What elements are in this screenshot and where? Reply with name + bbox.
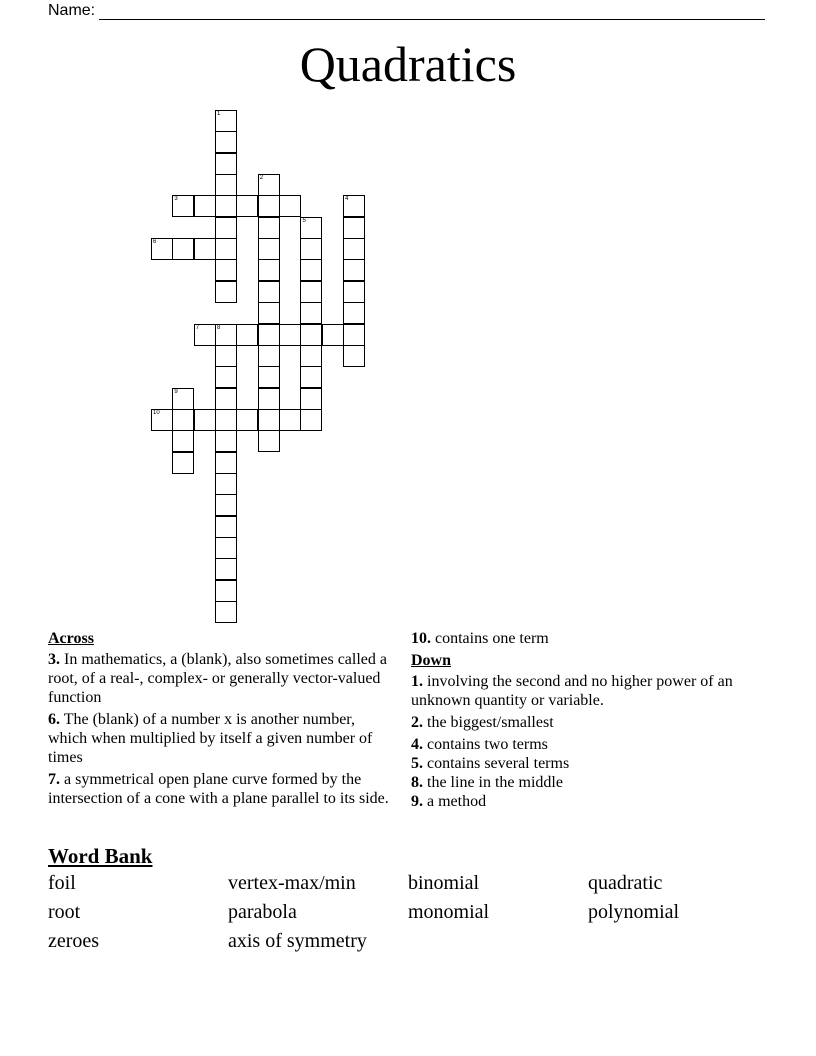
crossword-cell[interactable]: [322, 324, 344, 346]
crossword-cell[interactable]: [236, 409, 258, 431]
page-title: Quadratics: [299, 36, 517, 92]
word-bank-item: foil: [48, 872, 76, 894]
crossword-cell[interactable]: [258, 238, 280, 260]
name-label: Name:: [48, 2, 96, 19]
clues-left-column: [48, 629, 393, 811]
across-clue: 3. In mathematics, a (blank), also sometimes called a root, of a real-, complex- or generally vector-valued function: [48, 651, 387, 706]
crossword-cell[interactable]: [258, 366, 280, 388]
crossword-cell[interactable]: [215, 174, 237, 196]
crossword-cell[interactable]: [236, 324, 258, 346]
crossword-cell[interactable]: [215, 345, 237, 367]
clue-number: 9: [174, 388, 178, 395]
crossword-cell[interactable]: [172, 409, 194, 431]
down-clue: 8. the line in the middle: [411, 774, 563, 791]
crossword-cell[interactable]: [172, 430, 194, 452]
word-bank-item: root: [48, 901, 81, 923]
crossword-cell[interactable]: [300, 302, 322, 324]
clue-number: 2: [259, 175, 264, 182]
crossword-cell[interactable]: [300, 281, 322, 303]
clue-number: 5: [302, 217, 306, 224]
crossword-cell[interactable]: [300, 388, 322, 410]
down-clue: 9. a method: [411, 793, 487, 810]
crossword-cell[interactable]: [258, 217, 280, 239]
word-bank-item: parabola: [228, 901, 297, 923]
crossword-cell[interactable]: [215, 281, 237, 303]
across-clue: 6. The (blank) of a number x is another number, which when multiplied by itself a given number of times: [48, 711, 373, 766]
crossword-cell[interactable]: [343, 302, 365, 324]
crossword-cell[interactable]: [215, 516, 237, 538]
crossword-cell[interactable]: [215, 131, 237, 153]
crossword-cell[interactable]: [300, 238, 322, 260]
crossword-cell[interactable]: [215, 324, 237, 346]
crossword-cell[interactable]: [172, 238, 194, 260]
crossword-cell[interactable]: [172, 388, 194, 410]
word-bank-item: axis of symmetry: [228, 930, 367, 952]
crossword-cell[interactable]: [172, 195, 194, 217]
crossword-cell[interactable]: [215, 452, 237, 474]
crossword-cell[interactable]: [194, 195, 216, 217]
crossword-cell[interactable]: [300, 366, 322, 388]
crossword-cell[interactable]: [343, 217, 365, 239]
word-bank-item: polynomial: [588, 901, 680, 923]
crossword-cell[interactable]: [279, 195, 301, 217]
clue-number: 3: [174, 196, 178, 203]
crossword-cell[interactable]: [194, 409, 216, 431]
crossword-cell[interactable]: [343, 324, 365, 346]
crossword-cell[interactable]: [300, 345, 322, 367]
crossword-cell[interactable]: [236, 195, 258, 217]
word-bank-item: binomial: [408, 872, 480, 894]
word-bank-item: monomial: [408, 901, 490, 923]
crossword-cell[interactable]: [343, 259, 365, 281]
crossword-cell[interactable]: [215, 558, 237, 580]
crossword-cell[interactable]: [194, 238, 216, 260]
crossword-cell[interactable]: [215, 110, 237, 132]
down-clue: 5. contains several terms: [411, 755, 570, 772]
crossword-cell[interactable]: [151, 409, 173, 431]
crossword-cell[interactable]: [258, 281, 280, 303]
crossword-cell[interactable]: [300, 409, 322, 431]
clue-number: 7: [195, 324, 200, 331]
crossword-cell[interactable]: [258, 174, 280, 196]
crossword-cell[interactable]: [258, 259, 280, 281]
crossword-cell[interactable]: [215, 473, 237, 495]
crossword-cell[interactable]: [215, 537, 237, 559]
clue-number: 1: [217, 111, 221, 117]
crossword-cell[interactable]: [215, 388, 237, 410]
crossword-cell[interactable]: [215, 217, 237, 239]
crossword-cell[interactable]: [215, 195, 237, 217]
crossword-cell[interactable]: [215, 153, 237, 175]
across-clue: 7. a symmetrical open plane curve formed by the intersection of a cone with a plane parallel to its side.: [48, 771, 389, 807]
crossword-cell[interactable]: [215, 366, 237, 388]
clue-number: 6: [153, 239, 157, 246]
word-bank-item: vertex-max/min: [228, 872, 356, 894]
crossword-cell[interactable]: [343, 281, 365, 303]
crossword-cell[interactable]: [258, 324, 280, 346]
crossword-cell[interactable]: [343, 195, 365, 217]
crossword-cell[interactable]: [172, 452, 194, 474]
word-bank-item: zeroes: [48, 930, 100, 952]
crossword-cell[interactable]: [258, 195, 280, 217]
across-heading: Across: [48, 630, 94, 647]
crossword-cell[interactable]: [215, 430, 237, 452]
word-bank: [48, 872, 768, 959]
word-bank-title: Word Bank: [48, 844, 153, 868]
crossword-cell[interactable]: [258, 302, 280, 324]
down-clue: 2. the biggest/smallest: [411, 714, 554, 731]
crossword-cell[interactable]: [258, 388, 280, 410]
crossword-cell[interactable]: [194, 324, 216, 346]
crossword-cell[interactable]: [343, 238, 365, 260]
clue-number: 8: [217, 324, 221, 331]
clue-number: 10: [153, 409, 160, 416]
down-clue: 4. contains two terms: [411, 736, 548, 753]
crossword-cell[interactable]: [343, 345, 365, 367]
crossword-cell[interactable]: [300, 217, 322, 239]
across-clue: 10. contains one term: [411, 630, 549, 647]
clue-number: 4: [345, 196, 349, 203]
crossword-cell[interactable]: [258, 345, 280, 367]
crossword-cell[interactable]: [258, 430, 280, 452]
clues-right-column: [411, 629, 771, 814]
crossword-cell[interactable]: [279, 409, 301, 431]
crossword-cell[interactable]: [300, 259, 322, 281]
crossword-cell[interactable]: [151, 238, 173, 260]
crossword-cell[interactable]: [258, 409, 280, 431]
crossword-cell[interactable]: [300, 324, 322, 346]
word-bank-item: quadratic: [588, 872, 663, 894]
crossword-cell[interactable]: [215, 238, 237, 260]
down-clue: 1. involving the second and no higher power of an unknown quantity or variable.: [411, 673, 733, 709]
crossword-cell[interactable]: [215, 259, 237, 281]
crossword-cell[interactable]: [215, 494, 237, 516]
crossword-cell[interactable]: [215, 409, 237, 431]
down-heading: Down: [411, 652, 452, 669]
crossword-cell[interactable]: [279, 324, 301, 346]
crossword-cell[interactable]: [215, 601, 237, 623]
crossword-cell[interactable]: [215, 580, 237, 602]
